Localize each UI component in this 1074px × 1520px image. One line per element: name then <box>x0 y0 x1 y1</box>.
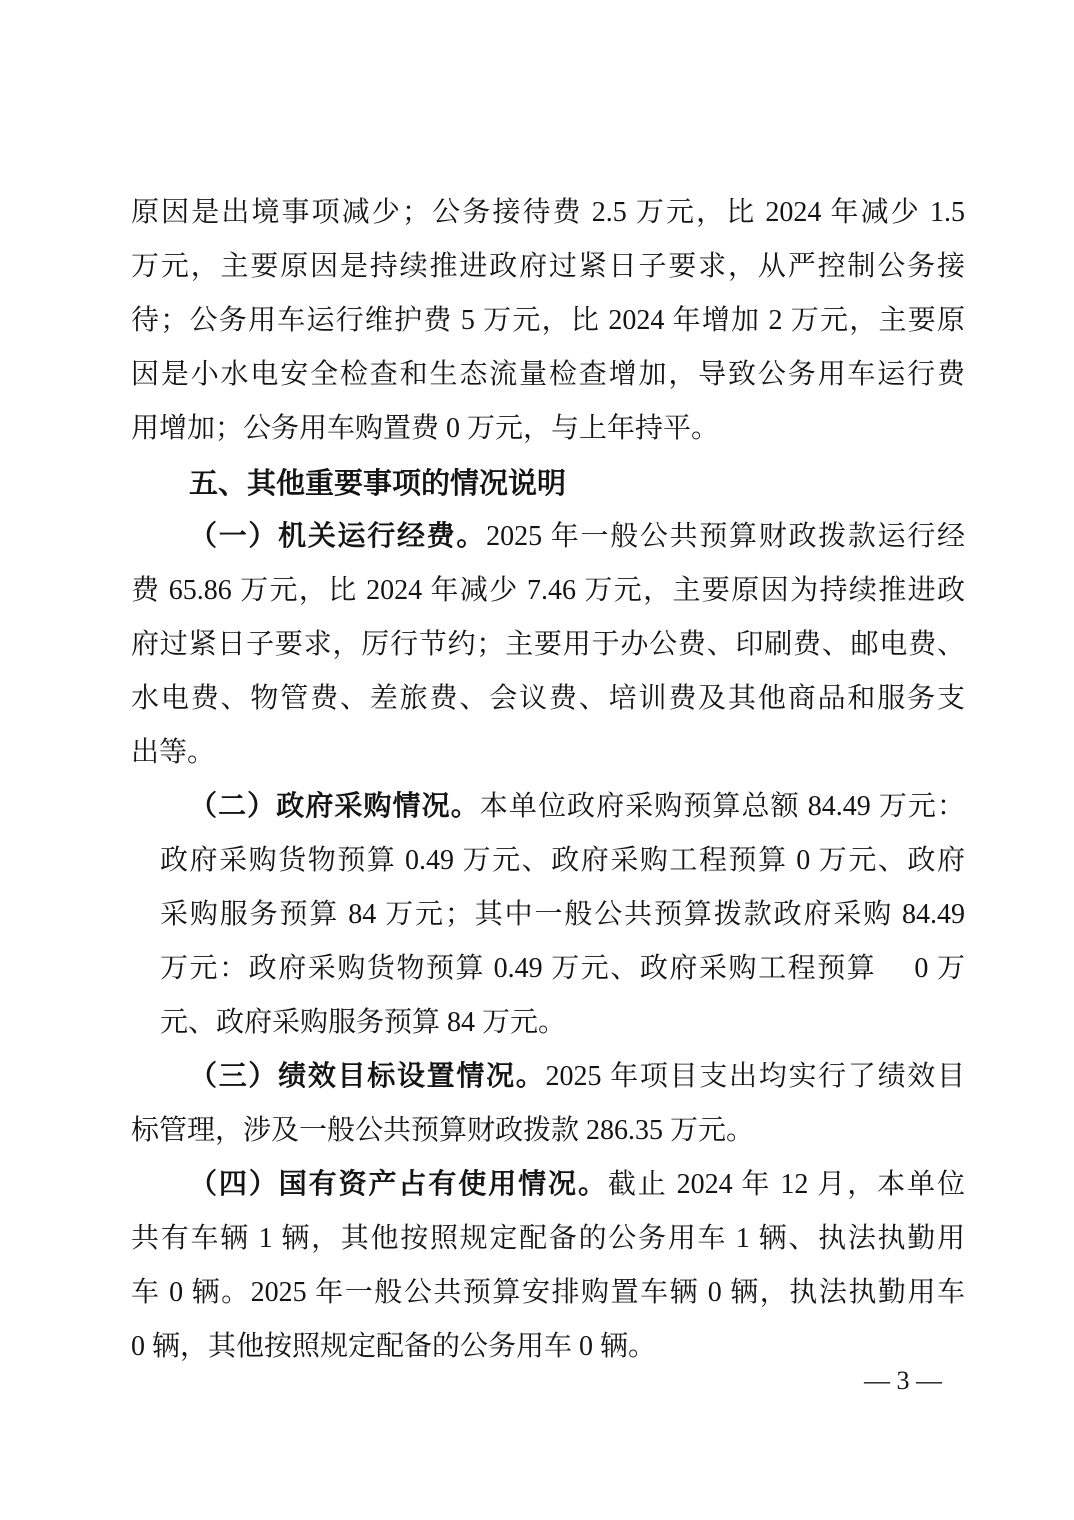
subsection-label: （一）机关运行经费。 <box>189 521 487 552</box>
text-line: （三）绩效目标设置情况。2025 年项目支出均实行了绩效目 <box>189 1061 965 1092</box>
para-state-assets <box>131 1158 965 1374</box>
text-line: 用增加；公务用车购置费 0 万元，与上年持平。 <box>131 413 720 444</box>
text-line: 元、政府采购服务预算 84 万元。 <box>160 1007 567 1038</box>
text-line: 0 辆，其他按照规定配备的公务用车 0 辆。 <box>131 1331 657 1362</box>
text-line: 五、其他重要事项的情况说明 <box>189 466 567 500</box>
para-three-public-funds <box>131 186 965 456</box>
subsection-label: （四）国有资产占有使用情况。 <box>189 1169 608 1200</box>
page-number: — 3 — <box>864 1366 942 1395</box>
document-body <box>131 186 965 1374</box>
text-line: 原因是出境事项减少；公务接待费 2.5 万元，比 2024 年减少 1.5 <box>131 197 965 228</box>
text-line: 采购服务预算 84 万元；其中一般公共预算拨款政府采购 84.49 <box>160 899 965 930</box>
text-line: 标管理，涉及一般公共预算财政拨款 286.35 万元。 <box>131 1115 755 1146</box>
para-performance-targets <box>131 1050 965 1158</box>
para-operating-expenses <box>131 510 965 780</box>
text-line: 万元，主要原因是持续推进政府过紧日子要求，从严控制公务接 <box>131 251 965 282</box>
para-government-procurement <box>131 780 965 1050</box>
text-line: 费 65.86 万元，比 2024 年减少 7.46 万元，主要原因为持续推进政 <box>131 575 965 606</box>
text-line: 政府采购货物预算 0.49 万元、政府采购工程预算 0 万元、政府 <box>160 845 965 876</box>
heading-section-five <box>131 456 965 510</box>
subsection-label: （三）绩效目标设置情况。 <box>189 1061 546 1092</box>
text-line: 车 0 辆。2025 年一般公共预算安排购置车辆 0 辆，执法执勤用车 <box>131 1277 965 1308</box>
text-line: 万元：政府采购货物预算 0.49 万元、政府采购工程预算 0 万 <box>160 953 965 984</box>
text-line: （二）政府采购情况。本单位政府采购预算总额 84.49 万元： <box>189 791 965 822</box>
text-line: 因是小水电安全检查和生态流量检查增加，导致公务用车运行费 <box>131 359 965 390</box>
text-line: 待；公务用车运行维护费 5 万元，比 2024 年增加 2 万元，主要原 <box>131 305 965 336</box>
subsection-label: （二）政府采购情况。 <box>189 791 480 822</box>
text-line: 共有车辆 1 辆，其他按照规定配备的公务用车 1 辆、执法执勤用 <box>131 1223 965 1254</box>
text-line: 水电费、物管费、差旅费、会议费、培训费及其他商品和服务支 <box>131 683 965 714</box>
text-line: 出等。 <box>131 737 216 768</box>
text-line: （一）机关运行经费。2025 年一般公共预算财政拨款运行经 <box>189 521 965 552</box>
text-line: 府过紧日子要求，厉行节约；主要用于办公费、印刷费、邮电费、 <box>131 629 965 660</box>
text-line: （四）国有资产占有使用情况。截止 2024 年 12 月，本单位 <box>189 1169 965 1200</box>
